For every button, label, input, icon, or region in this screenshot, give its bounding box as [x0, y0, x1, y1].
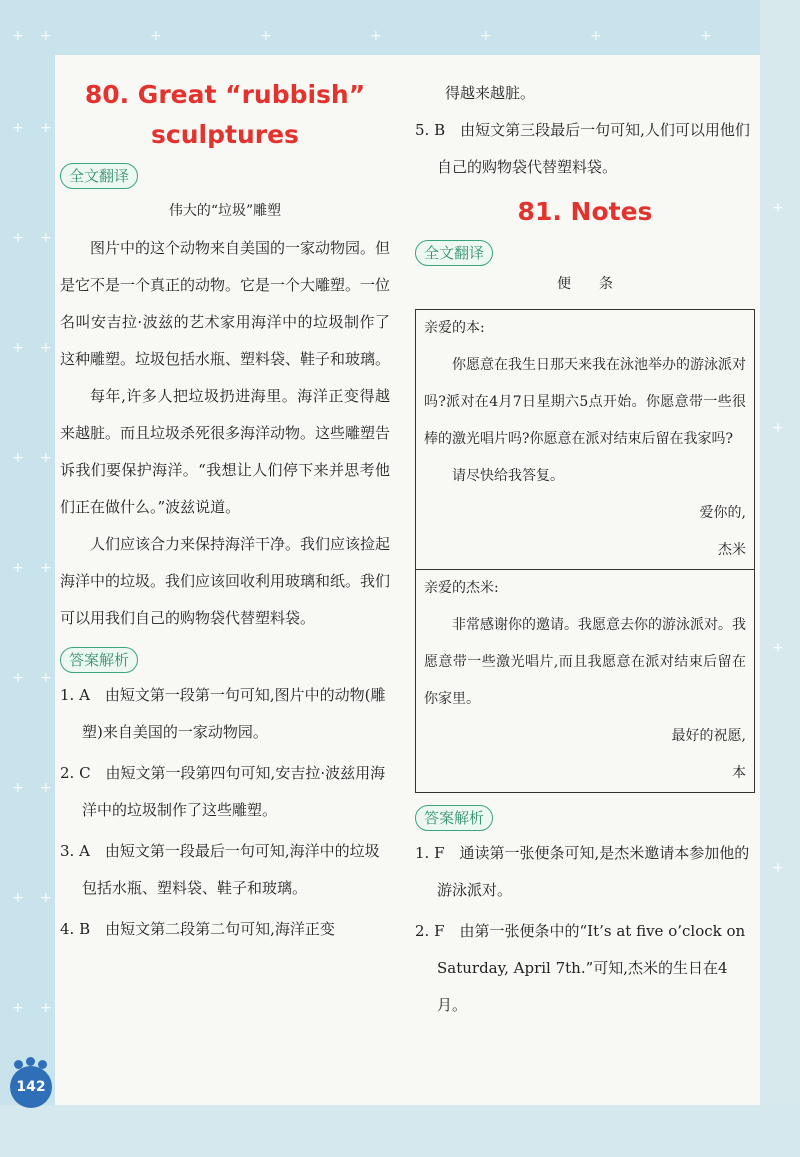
- notes-box: [415, 309, 755, 793]
- page-number-badge: [10, 1066, 52, 1108]
- passage-paragraph: 人们应该合力来保持海洋干净。我们应该捡起海洋中的垃圾。我们应该回收利用玻璃和纸。我们可以用我们自己的购物袋代替塑料袋。: [60, 535, 391, 627]
- plus-decoration-icon: +: [40, 780, 52, 796]
- paw-toe-icon: [26, 1057, 35, 1066]
- left-margin-band: [0, 0, 60, 1157]
- passage-paragraph: 每年,许多人把垃圾扔进海里。海洋正变得越来越脏。而且垃圾杀死很多海洋动物。这些雕塑告诉我们要保护海洋。“我想让人们停下来并思考他们正在做什么。”波兹说道。: [60, 387, 391, 516]
- note-signature: 本: [732, 765, 746, 781]
- plus-decoration-icon: +: [40, 670, 52, 686]
- plus-decoration-icon: +: [40, 340, 52, 356]
- plus-decoration-icon: +: [40, 890, 52, 906]
- plus-decoration-icon: +: [40, 230, 52, 246]
- answer-item: 3. A 由短文第一段最后一句可知,海洋中的垃圾包括水瓶、塑料袋、鞋子和玻璃。: [60, 842, 380, 897]
- answer-item: 4. B 由短文第二段第二句可知,海洋正变: [60, 920, 335, 938]
- section-80-title-line2: sculptures: [151, 120, 299, 149]
- translation-tag: 全文翻译: [415, 240, 493, 266]
- plus-decoration-icon: +: [12, 780, 24, 796]
- plus-decoration-icon: +: [12, 230, 24, 246]
- note-request: 请尽快给我答复。: [452, 468, 564, 484]
- plus-decoration-icon: +: [12, 890, 24, 906]
- top-margin-band: [0, 0, 800, 60]
- answer-item: 1. A 由短文第一段第一句可知,图片中的动物(雕塑)来自美国的一家动物园。: [60, 686, 386, 741]
- plus-decoration-icon: +: [40, 1000, 52, 1016]
- passage-title: 伟大的“垃圾”雕塑: [168, 203, 282, 219]
- right-margin-band: [760, 0, 800, 1157]
- note-closing: 最好的祝愿,: [671, 728, 746, 744]
- left-column: [60, 75, 390, 952]
- note-signature: 杰米: [718, 542, 746, 558]
- note-closing: 爱你的,: [699, 505, 746, 521]
- answers-tag: 答案解析: [415, 805, 493, 831]
- plus-decoration-icon: +: [40, 450, 52, 466]
- note-greeting: 亲爱的本:: [424, 320, 485, 336]
- plus-decoration-icon: +: [40, 560, 52, 576]
- translation-tag: 全文翻译: [60, 163, 138, 189]
- plus-decoration-icon: +: [772, 860, 784, 876]
- plus-decoration-icon: +: [260, 28, 272, 44]
- plus-decoration-icon: +: [12, 560, 24, 576]
- section-81-title: 81. Notes: [517, 197, 653, 226]
- continued-answer: 得越来越脏。: [445, 84, 536, 102]
- page-number: 142: [16, 1079, 46, 1095]
- plus-decoration-icon: +: [40, 120, 52, 136]
- paw-toe-icon: [14, 1060, 23, 1069]
- note-body: 你愿意在我生日那天来我在泳池举办的游泳派对吗?派对在4月7日星期六5点开始。你愿意带一些很棒的激光唱片吗?你愿意在派对结束后留在我家吗?: [424, 357, 746, 447]
- plus-decoration-icon: +: [590, 28, 602, 44]
- plus-decoration-icon: +: [772, 640, 784, 656]
- note-1: [416, 310, 754, 569]
- right-column: [415, 75, 755, 1028]
- answers-tag: 答案解析: [60, 647, 138, 673]
- plus-decoration-icon: +: [150, 28, 162, 44]
- plus-decoration-icon: +: [12, 1000, 24, 1016]
- paw-toe-icon: [38, 1060, 47, 1069]
- passage-paragraph: 图片中的这个动物来自美国的一家动物园。但是它不是一个真正的动物。它是一个大雕塑。一位名叫安吉拉·波兹的艺术家用海洋中的垃圾制作了这种雕塑。垃圾包括水瓶、塑料袋、鞋子和玻璃。: [60, 239, 391, 368]
- plus-decoration-icon: +: [12, 120, 24, 136]
- plus-decoration-icon: +: [772, 420, 784, 436]
- plus-decoration-icon: +: [40, 28, 52, 44]
- plus-decoration-icon: +: [12, 670, 24, 686]
- plus-decoration-icon: +: [700, 28, 712, 44]
- plus-decoration-icon: +: [12, 340, 24, 356]
- plus-decoration-icon: +: [12, 28, 24, 44]
- note-2: [416, 569, 754, 792]
- bottom-margin-band: [0, 1105, 800, 1157]
- plus-decoration-icon: +: [370, 28, 382, 44]
- answer-item: 2. F 由第一张便条中的“It’s at five o’clock on Saturday, April 7th.”可知,杰米的生日在4月。: [415, 922, 746, 1014]
- note-greeting: 亲爱的杰米:: [424, 580, 499, 596]
- plus-decoration-icon: +: [480, 28, 492, 44]
- answer-item: 2. C 由短文第一段第四句可知,安吉拉·波兹用海洋中的垃圾制作了这些雕塑。: [60, 764, 386, 819]
- plus-decoration-icon: +: [772, 200, 784, 216]
- answer-item: 5. B 由短文第三段最后一句可知,人们可以用他们自己的购物袋代替塑料袋。: [415, 121, 750, 176]
- section-80-title-line1: 80. Great “rubbish”: [84, 80, 366, 109]
- answer-item: 1. F 通读第一张便条可知,是杰米邀请本参加他的游泳派对。: [415, 844, 750, 899]
- plus-decoration-icon: +: [12, 450, 24, 466]
- passage-title: 便 条: [557, 276, 613, 292]
- note-body: 非常感谢你的邀请。我愿意去你的游泳派对。我愿意带一些激光唱片,而且我愿意在派对结束后留在你家里。: [424, 617, 746, 707]
